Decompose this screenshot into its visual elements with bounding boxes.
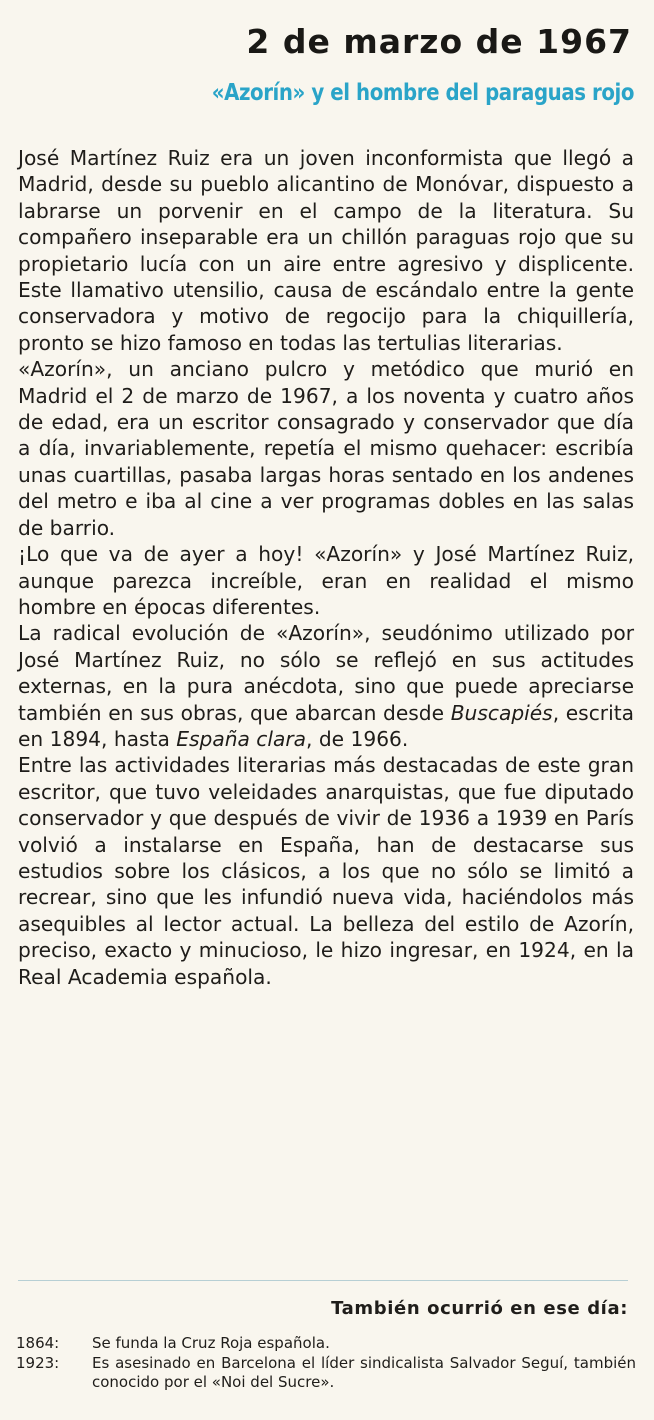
event-text: Se funda la Cruz Roja española.	[92, 1334, 330, 1352]
article-paragraph: José Martínez Ruiz era un joven inconformista que llegó a Madrid, desde su pueblo alicantino de Monóvar, dispuesto a labrarse un porvenir en el campo de la literatura. Su compañero inseparable era un chillón paraguas rojo que su propietario lucía con un aire entre agresivo y displicente. Este llamativo utensilio, causa de escándalo entre la gente conservadora y motivo de regocijo para la chiquillería, pronto se hizo famoso en todas las tertulias literarias.	[18, 146, 634, 355]
section-divider	[18, 1280, 628, 1281]
event-year: 1864:	[16, 1334, 60, 1352]
article-paragraph	[18, 620, 634, 752]
article-paragraph: «Azorín», un anciano pulcro y metódico que murió en Madrid el 2 de marzo de 1967, a los noventa y cuatro años de edad, era un escritor consagrado y conservador que día a día, invariablemente, repetía el mismo quehacer: escribía unas cuartillas, pasaba largas horas sentado en los andenes del metro e iba al cine a ver programas dobles en las salas de barrio.	[18, 357, 634, 540]
page-title: 2 de marzo de 1967	[246, 22, 632, 61]
event-item	[16, 1334, 636, 1354]
article-subtitle: «Azorín» y el hombre del paraguas rojo	[211, 80, 634, 106]
event-item	[16, 1354, 636, 1393]
article-text: , de 1966.	[306, 726, 409, 751]
events-list	[16, 1334, 636, 1393]
article-text: , escrita en 1894, hasta	[18, 700, 634, 751]
work-title-buscapies: Buscapiés	[450, 700, 553, 725]
article-paragraph: ¡Lo que va de ayer a hoy! «Azorín» y José Martínez Ruiz, aunque parezca increíble, eran en realidad el mismo hombre en épocas diferentes.	[18, 542, 634, 619]
also-happened-heading: También ocurrió en ese día:	[331, 1298, 628, 1319]
event-year: 1923:	[16, 1353, 60, 1372]
work-title-espana-clara: España clara	[176, 726, 307, 751]
article-text: La radical evolución de «Azorín», seudónimo utilizado por José Martínez Ruiz, no sólo se reflejó en sus actitudes externas, en la pura anécdota, sino que puede apreciarse también en sus obras, que abarcan desde	[18, 621, 634, 725]
event-text: Es asesinado en Barcelona el líder sindicalista Salvador Seguí, también conocido por el «Noi del Sucre».	[92, 1353, 636, 1391]
article-body	[18, 145, 634, 990]
article-paragraph: Entre las actividades literarias más destacadas de este gran escritor, que tuvo veleidades anarquistas, que fue diputado conservador y que después de vivir de 1936 a 1939 en París volvió a instalarse en España, han de destacarse sus estudios sobre los clásicos, a los que no sólo se limitó a recrear, sino que les infundió nueva vida, haciéndolos más asequibles al lector actual. La belleza del estilo de Azorín, preciso, exacto y minucioso, le hizo ingresar, en 1924, en la Real Academia española.	[18, 753, 634, 989]
